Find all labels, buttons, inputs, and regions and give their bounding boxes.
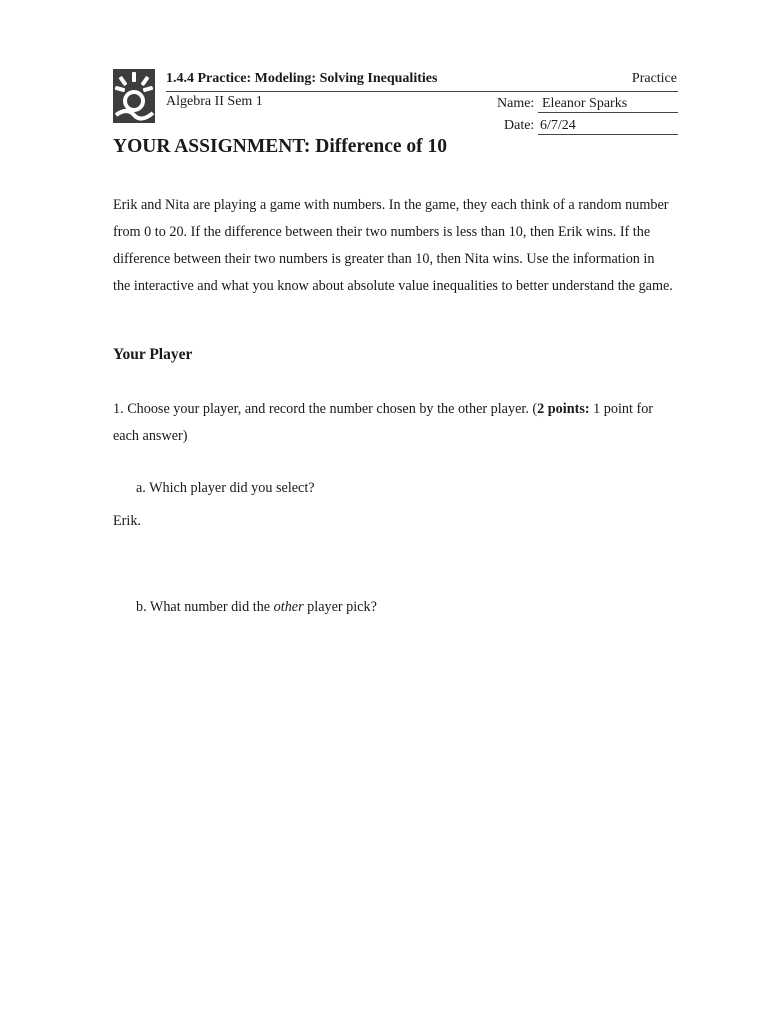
course-name: Algebra II Sem 1 <box>166 94 263 109</box>
date-field[interactable]: 6/7/24 <box>538 117 678 135</box>
answer-1a[interactable]: Erik. <box>113 513 141 529</box>
name-label: Name: <box>497 96 535 111</box>
section-heading: Your Player <box>113 346 193 363</box>
question-1-prompt <box>113 396 673 450</box>
date-label: Date: <box>504 118 535 133</box>
question-1-suffix: 1 point for each answer) <box>113 401 654 444</box>
document-title: 1.4.4 Practice: Modeling: Solving Inequalities <box>166 71 438 86</box>
question-1b-prefix: b. What number did the <box>136 599 274 615</box>
question-1-prefix: 1. Choose your player, and record the number chosen by the other player. ( <box>113 401 538 417</box>
question-1-points: 2 points: <box>537 401 590 417</box>
question-1b-suffix: player pick? <box>303 599 377 615</box>
question-1a-prompt: a. Which player did you select? <box>136 480 315 496</box>
name-field[interactable]: Eleanor Sparks <box>538 95 678 113</box>
document-type-label: Practice <box>631 71 677 86</box>
question-1b-emphasis: other <box>273 599 304 615</box>
question-1b-prompt <box>136 599 377 616</box>
sun-bulb-logo-icon <box>113 69 155 123</box>
assignment-title: YOUR ASSIGNMENT: Difference of 10 <box>113 136 447 157</box>
header-divider <box>166 91 678 92</box>
intro-paragraph: Erik and Nita are playing a game with numbers. In the game, they each think of a random number from 0 to 20. If the difference between their two numbers is less than 10, then Erik wins. If the difference between their two numbers is greater than 10, then Nita wins. Use the information in the interactive and what you know about absolute value inequalities to better understand the game. <box>113 197 673 294</box>
